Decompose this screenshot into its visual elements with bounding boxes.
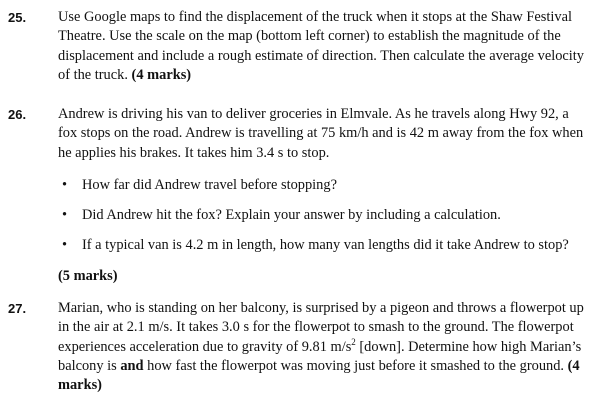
question-text: Marian, who is standing on her balcony, is surprised by a pigeon and throws a flowerpot up in the air at 2.1 m/s. It takes 3.0 s for the flowerpot to smash to the ground. The flowerpot experiences acceleration due to gravity of 9.81 $m/s^2$ [down]. Determine how high Marian’s balcony is and how fast the flowerpot was moving just before it smashed to the ground. (4 marks) — [58, 300, 584, 394]
marks: (5 marks) — [58, 268, 118, 284]
question-number: 26. — [8, 107, 27, 122]
bullet-icon: • — [62, 177, 68, 193]
question-number: 27. — [8, 301, 27, 316]
question-text: Andrew is driving his van to deliver groceries in Elmvale. As he travels along Hwy 92, a fox stops on the road. Andrew is travelling at 75 km/h and is 42 m away from the fox when he applies his brakes. It takes him 3.4 s to stop. — [58, 106, 584, 161]
bullet-icon: • — [62, 237, 68, 253]
marks: (4 marks) — [58, 357, 580, 394]
question-number: 25. — [8, 10, 27, 25]
question-text: Use Google maps to find the displacement of the truck when it stops at the Shaw Festival Theatre. Use the scale on the map (bottom left corner) to establish the magnitude of the displacement and include a rough estimate of direction. Then calculate the average velocity of the truck. (4 marks) — [58, 9, 584, 83]
marks: (4 marks) — [131, 66, 192, 83]
bullet-icon: • — [62, 207, 68, 223]
